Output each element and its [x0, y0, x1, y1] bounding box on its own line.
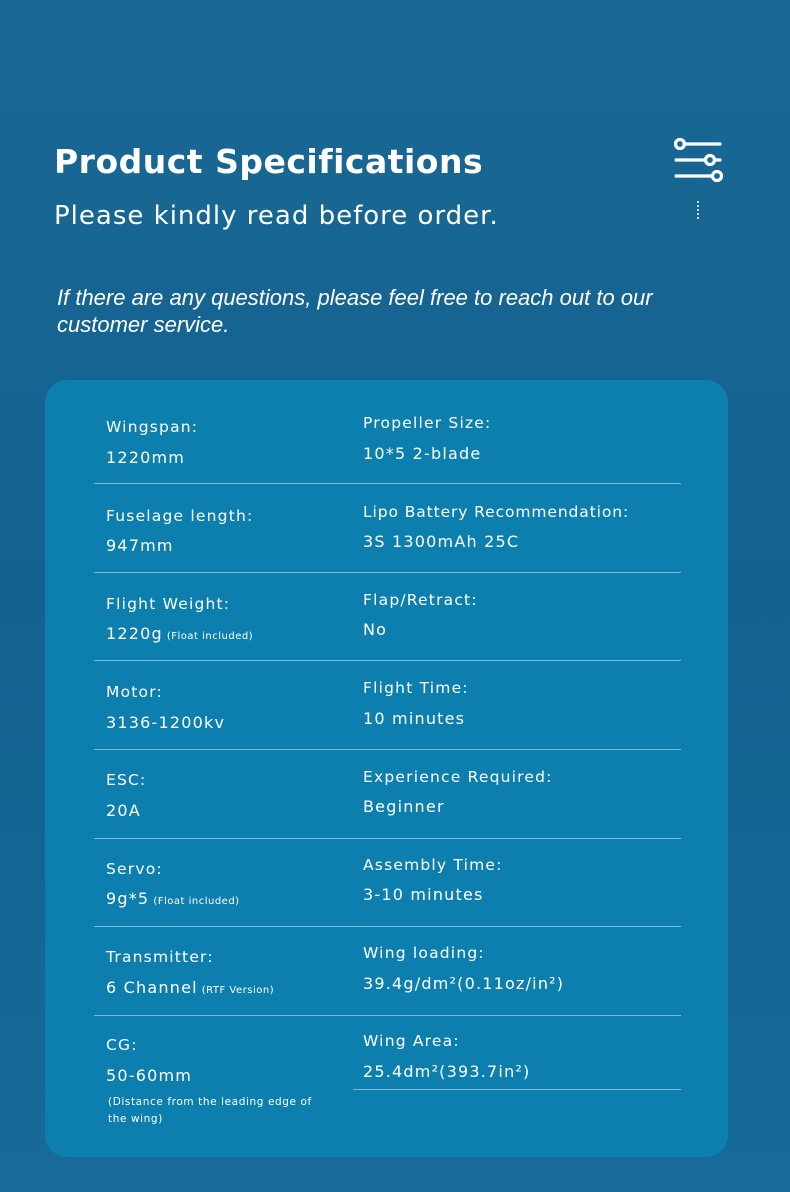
spec-value-battery: 3S 1300mAh 25C: [363, 532, 520, 551]
spec-value-esc: 20A: [106, 801, 141, 820]
spec-label-transmitter: Transmitter:: [106, 948, 214, 966]
spec-label-wing-loading: Wing loading:: [363, 944, 485, 962]
spec-value-servo: [106, 889, 240, 908]
spec-label-motor: Motor:: [106, 683, 163, 701]
row-divider: [94, 926, 681, 927]
customer-service-note: If there are any questions, please feel free to reach out to our customer service.: [57, 285, 653, 337]
spec-value-text: 9g*5: [106, 889, 150, 908]
spec-value-note: (Float included): [153, 896, 240, 907]
row-divider: [94, 838, 681, 839]
spec-label-wing-area: Wing Area:: [363, 1032, 460, 1050]
spec-label-experience: Experience Required:: [363, 768, 553, 786]
spec-label-wingspan: Wingspan:: [106, 418, 199, 436]
spec-value-propeller-size: 10*5 2-blade: [363, 444, 482, 463]
spec-label-flap-retract: Flap/Retract:: [363, 591, 478, 609]
spec-value-note: (Float included): [166, 631, 254, 642]
spec-value-transmitter: [106, 978, 274, 997]
vertical-ellipsis-icon[interactable]: [694, 200, 702, 220]
spec-value-cg: 50-60mm: [106, 1066, 193, 1085]
row-divider: [94, 1015, 681, 1016]
spec-value-assembly-time: 3-10 minutes: [363, 885, 484, 904]
spec-label-esc: ESC:: [106, 771, 147, 789]
row-divider: [94, 483, 681, 484]
spec-value-note: (RTF Version): [201, 985, 275, 996]
spec-value-flight-time: 10 minutes: [363, 709, 466, 728]
row-divider: [94, 660, 681, 661]
spec-value-flight-weight: [106, 624, 253, 643]
row-divider: [94, 572, 681, 573]
spec-label-propeller-size: Propeller Size:: [363, 414, 492, 432]
spec-value-text: 6 Channel: [106, 978, 198, 997]
spec-label-assembly-time: Assembly Time:: [363, 856, 503, 874]
spec-label-battery: Lipo Battery Recommendation:: [363, 503, 630, 521]
spec-value-motor: 3136-1200kv: [106, 713, 226, 732]
spec-value-text: 1220g: [106, 624, 163, 643]
spec-value-wing-area: 25.4dm²(393.7in²): [363, 1062, 531, 1081]
spec-value-flap-retract: No: [363, 620, 388, 639]
row-divider: [94, 749, 681, 750]
spec-label-flight-time: Flight Time:: [363, 679, 469, 697]
spec-value-experience: Beginner: [363, 797, 445, 816]
spec-value-wingspan: 1220mm: [106, 448, 186, 467]
spec-label-fuselage-length: Fuselage length:: [106, 507, 254, 525]
page-title: Product Specifications: [54, 142, 484, 181]
spec-label-servo: Servo:: [106, 860, 163, 878]
spec-label-flight-weight: Flight Weight:: [106, 595, 231, 613]
sliders-icon[interactable]: [672, 136, 724, 184]
page-subtitle: Please kindly read before order.: [54, 201, 499, 231]
row-divider: [353, 1089, 681, 1090]
spec-value-wing-loading: 39.4g/dm²(0.11oz/in²): [363, 974, 565, 993]
spec-note-cg: (Distance from the leading edge of the wing): [108, 1096, 312, 1125]
spec-value-fuselage-length: 947mm: [106, 536, 174, 555]
spec-label-cg: CG:: [106, 1036, 138, 1054]
